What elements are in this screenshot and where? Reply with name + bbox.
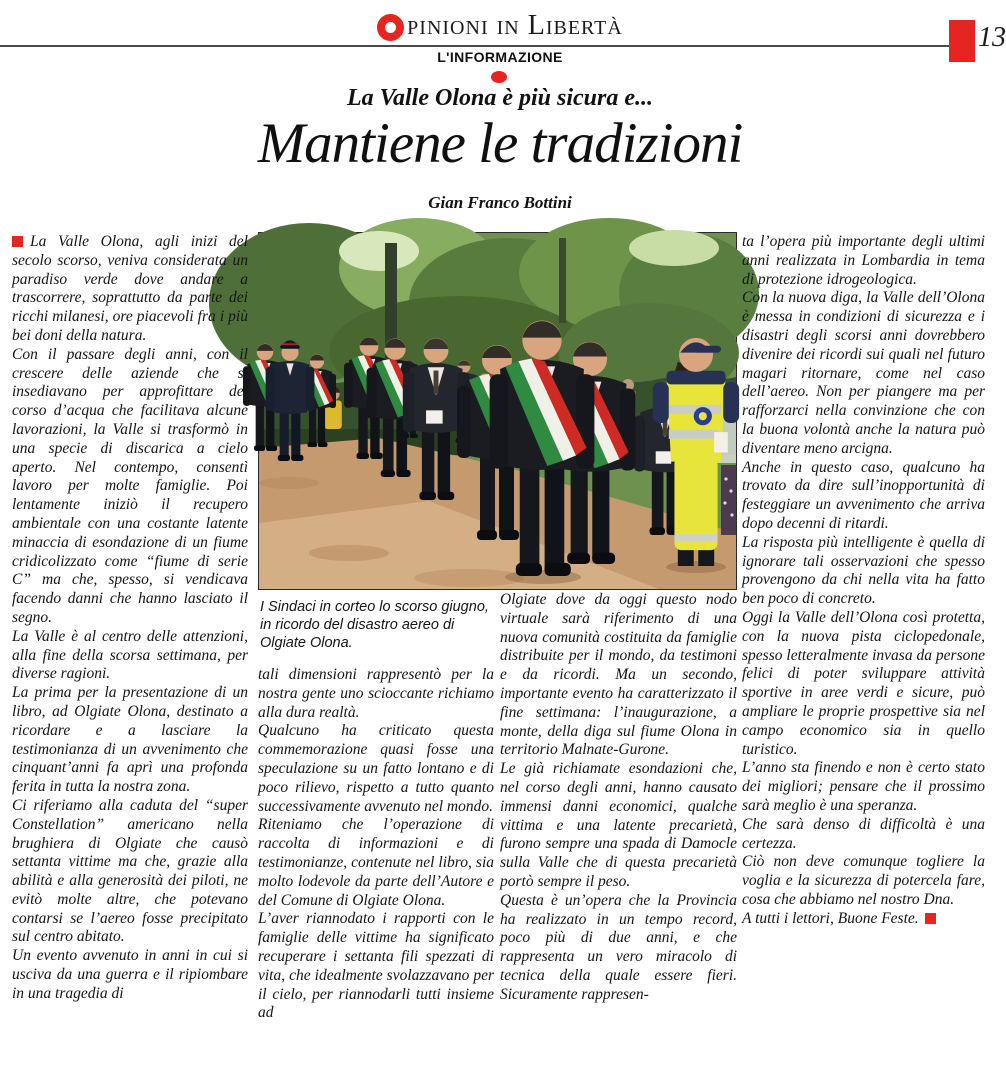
paragraph: Qualcuno ha criticato questa commemorazione quasi fosse una speculazione su un fatto lontano e di poco rilievo, rispetto a tutto quanto successivamente avvenuto nel mondo. — [258, 722, 494, 815]
paragraph: La prima per la presentazione di un libro, ad Olgiate Olona, destinato a ricordare e a lasciare la testimonianza di un avvenimento che cinquant’anni fa aprì una profonda ferita in tutta la nostra zona. — [12, 684, 248, 796]
page-number: 13 — [978, 22, 1006, 53]
masthead-title-text: pinioni in Libertà — [407, 10, 623, 41]
masthead-initial-o-icon — [377, 14, 404, 41]
paragraph: La Valle è al centro delle attenzioni, alla fine della scorsa settimana, per diverse ragioni. — [12, 627, 248, 683]
photo-caption: I Sindaci in corteo lo scorso giugno, in ricordo del disastro aereo di Olgiate Olona. — [260, 599, 489, 652]
masthead-rule — [0, 45, 951, 47]
article-column-2 — [258, 666, 494, 1023]
red-square-endmark — [925, 913, 936, 924]
paragraph: Ciò non deve comunque togliere la voglia e la sicurezza di potercela fare, cosa che abbiamo nel nostro Dna. — [742, 853, 985, 908]
paragraph: Riteniamo che l’operazione di raccolta di informazioni e di testimonianze, contenute nel libro, sia molto lodevole da parte dell’Autore e del Comune di Olgiate Olona. — [258, 816, 494, 909]
paragraph: La Valle Olona, agli inizi del secolo scorso, veniva considerata un paradiso verde dove andare a trascorrere, soprattutto da parte dei ricchi milanesi, ore piacevoli fra i più bei doni della natura. — [12, 233, 248, 344]
procession-photo — [258, 232, 737, 590]
paragraph: ta l’opera più importante degli ultimi anni realizzata in Lombardia in tema di protezione idrogeologica. — [742, 233, 985, 288]
article-column-1 — [12, 233, 248, 1004]
paragraph: L’aver riannodato i rapporti con le famiglie delle vittime ha significato recuperare i settanta fili spezzati di vita, che idealmente svolazzavano per il cielo, per riannodarli tutti insieme ad — [258, 910, 494, 1022]
paragraph: Olgiate dove da oggi questo nodo virtuale sarà riferimento di una nuova comunità costituita da famiglie distribuite per il mondo, da testimoni e da ricordi. Ma un secondo, importante evento ha caratterizzato il fine settimana: l’inaugurazione, a monte, della diga sul fiume Olona in territorio Malnate-Gurone. — [500, 591, 737, 759]
paragraph: Con il passare degli anni, con il crescere delle aziende che si insediavano per approfittare del corso d’acqua che facilitava alcune lavorazioni, la Valle si trasformò in una specie di discarica a cielo aperto. Nel contempo, consentì lavoro per molte famiglie. Poi lentamente iniziò il recupero ambientale con una costante latente minaccia di esondazione di un fiume cridicolizzato come “fiume di serie C” ma che, spesso, si vendicava facendo danni che hanno lasciato il segno. — [12, 345, 248, 626]
paragraph: Questa è un’opera che la Provincia ha realizzato in un tempo record, poco più di due anni, e che rappresenta un vero miracolo di tecnica della quale essere fieri. Sicuramente rappresen- — [500, 891, 737, 1003]
section-label: L'INFORMAZIONE — [437, 49, 563, 65]
red-dot-icon — [491, 71, 507, 83]
kicker: La Valle Olona è più sicura e... — [346, 85, 653, 111]
paragraph: Oggi la Valle dell’Olona così protetta, con la nuova pista ciclopedonale, spesso letteralmente invasa da persone felici di poter sviluppare attività sportive in aree verdi e sicure, può ampliare le proprie prospettive sia nel campo economico sia in quello turistico. — [742, 608, 985, 758]
paragraph: Ci riferiamo alla caduta del “super Constellation” americano nella brughiera di Olgiate che causò settanta vittime ma che, grazie alla abilità e alla generosità dei piloti, ne evitò molte altre, che potevano contarsi se l’aereo fosse precipitato sul centro abitato. — [12, 796, 248, 946]
byline: Gian Franco Bottini — [428, 193, 572, 212]
paragraph: L’anno sta finendo e non è certo stato dei migliori; pensare che il prossimo sarà meglio è una speranza. — [742, 759, 985, 814]
paragraph: Anche in questo caso, qualcuno ha trovato da dire sull’inopportunità di festeggiare un avvenimento che arriva dopo decenni di ritardi. — [742, 458, 985, 532]
article-column-3 — [500, 591, 737, 1005]
procession-photo-illustration — [259, 233, 736, 589]
paragraph: Con la nuova diga, la Valle dell’Olona è messa in condizioni di sicurezza e i disastri degli scorsi anni dovrebbero divenire dei ricordi sui quali nel futuro magari ritornare, come nel caso dell’aereo. Non per piangere ma per rafforzarci nella convinzione che con la buona volontà anche la natura può diventare meno arcigna. — [742, 289, 985, 457]
paragraph: La risposta più intelligente è quella di ignorare tali osservazioni che spesso provengono da chi nella vita ha fatto ben poco di concreto. — [742, 533, 985, 608]
paragraph: Un evento avvenuto in anni in cui si usciva da una guerra e il ripiombare in una tragedia di — [12, 947, 248, 1002]
article-title: Mantiene le tradizioni — [257, 112, 743, 175]
article-column-4 — [742, 233, 985, 928]
red-square-bullet — [12, 236, 23, 247]
paragraph: A tutti i lettori, Buone Feste. — [742, 910, 985, 929]
paragraph: Che sarà denso di difficoltà è una certezza. — [742, 815, 985, 852]
masthead-title — [0, 10, 1000, 48]
paragraph: Le già richiamate esondazioni che, nel corso degli anni, hanno causato immensi danni economici, qualche vittima e una latente precarietà, furono sempre una spada di Damocle sulla Valle che di questa precarietà portò sempre il peso. — [500, 760, 737, 890]
paragraph: tali dimensioni rappresentò per la nostra gente uno scioccante richiamo alla dura realtà. — [258, 666, 494, 721]
